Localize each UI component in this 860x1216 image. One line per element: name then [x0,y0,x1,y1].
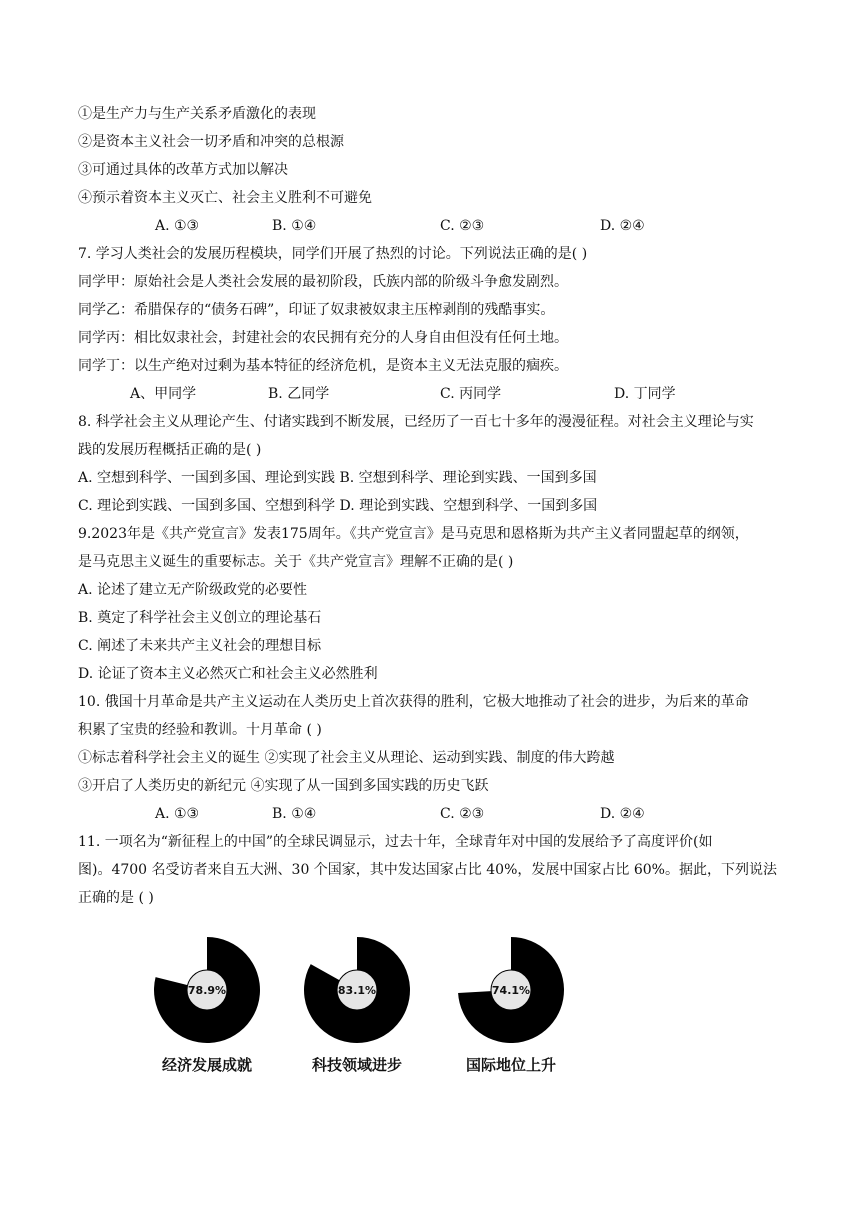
q10-option-c: C. ②③ [440,806,485,822]
donut-value-label-international: 74.1% [491,984,531,997]
q10-stem-line-1: 10. 俄国十月革命是共产主义运动在人类历史上首次获得的胜利，它极大地推动了社会的进步，为后来的革命 [78,694,749,710]
q7-stem: 7. 学习人类社会的发展历程模块，同学们开展了热烈的讨论。下列说法正确的是( ) [78,246,588,262]
donut-category-label-economy: 经济发展成就 [161,1056,253,1074]
q11-stem-line-3: 正确的是 ( ) [78,890,154,906]
donut-value-label-technology: 83.1% [337,984,377,997]
q7-option-a: A、甲同学 [130,386,197,402]
q9-option-a: A. 论述了建立无产阶级政党的必要性 [78,582,308,598]
q6-option-c: C. ②③ [440,218,485,234]
q10-option-b: B. ①④ [272,806,317,822]
q10-option-a: A. ①③ [155,806,200,822]
q6-statement-4: ④预示着资本主义灭亡、社会主义胜利不可避免 [78,190,372,206]
q9-stem-line-1: 9.2023年是《共产党宣言》发表175周年。《共产党宣言》是马克思和恩格斯为共产主义者同盟起草的纲领， [78,526,749,542]
q9-option-b: B. 奠定了科学社会主义创立的理论基石 [78,610,322,626]
q11-stem-line-1: 11. 一项名为“新征程上的中国”的全球民调显示，过去十年，全球青年对中国的发展给予了高度评价(如 [78,834,713,850]
q6-statement-1: ①是生产力与生产关系矛盾激化的表现 [78,106,316,122]
q10-option-d: D. ②④ [600,806,645,822]
q10-statement-line-2: ③开启了人类历史的新纪元 ④实现了从一国到多国实践的历史飞跃 [78,778,489,794]
q6-option-a: A. ①③ [155,218,200,234]
q8-stem-line-1: 8. 科学社会主义从理论产生、付诸实践到不断发展，已经历了一百七十多年的漫漫征程。对社会主义理论与实 [78,414,754,430]
q9-option-c: C. 阐述了未来共产主义社会的理想目标 [78,638,322,654]
q8-options-line-1: A. 空想到科学、一国到多国、理论到实践 B. 空想到科学、理论到实践、一国到多国 [78,470,597,486]
q6-option-b: B. ①④ [272,218,317,234]
donut-chart-svg [0,936,860,1086]
donut-value-label-economy: 78.9% [187,984,227,997]
q7-option-d: D. 丁同学 [614,386,676,402]
donut-category-label-international: 国际地位上升 [465,1056,557,1074]
q9-option-d: D. 论证了资本主义必然灭亡和社会主义必然胜利 [78,666,378,682]
q7-option-c: C. 丙同学 [440,386,502,402]
q6-statement-2: ②是资本主义社会一切矛盾和冲突的总根源 [78,134,344,150]
q6-option-d: D. ②④ [600,218,645,234]
survey-donut-charts [0,936,860,1086]
q10-stem-line-2: 积累了宝贵的经验和教训。十月革命 ( ) [78,722,322,738]
q11-stem-line-2: 图)。4700 名受访者来自五大洲、30 个国家，其中发达国家占比 40%，发展中国家占比 60%。据此，下列说法 [78,862,777,878]
q7-statement-ding: 同学丁：以生产绝对过剩为基本特征的经济危机，是资本主义无法克服的痼疾。 [78,358,568,374]
q7-statement-bing: 同学丙：相比奴隶社会，封建社会的农民拥有充分的人身自由但没有任何土地。 [78,330,568,346]
q7-statement-jia: 同学甲：原始社会是人类社会发展的最初阶段，氏族内部的阶级斗争愈发剧烈。 [78,274,568,290]
q7-option-b: B. 乙同学 [268,386,330,402]
q8-stem-line-2: 践的发展历程概括正确的是( ) [78,442,262,458]
q8-options-line-2: C. 理论到实践、一国到多国、空想到科学 D. 理论到实践、空想到科学、一国到多国 [78,498,598,514]
donut-category-label-technology: 科技领域进步 [311,1056,403,1074]
q6-statement-3: ③可通过具体的改革方式加以解决 [78,162,288,178]
q10-statement-line-1: ①标志着科学社会主义的诞生 ②实现了社会主义从理论、运动到实践、制度的伟大跨越 [78,750,615,766]
q9-stem-line-2: 是马克思主义诞生的重要标志。关于《共产党宣言》理解不正确的是( ) [78,554,514,570]
q7-statement-yi: 同学乙：希腊保存的“债务石碑”，印证了奴隶被奴隶主压榨剥削的残酷事实。 [78,302,555,318]
